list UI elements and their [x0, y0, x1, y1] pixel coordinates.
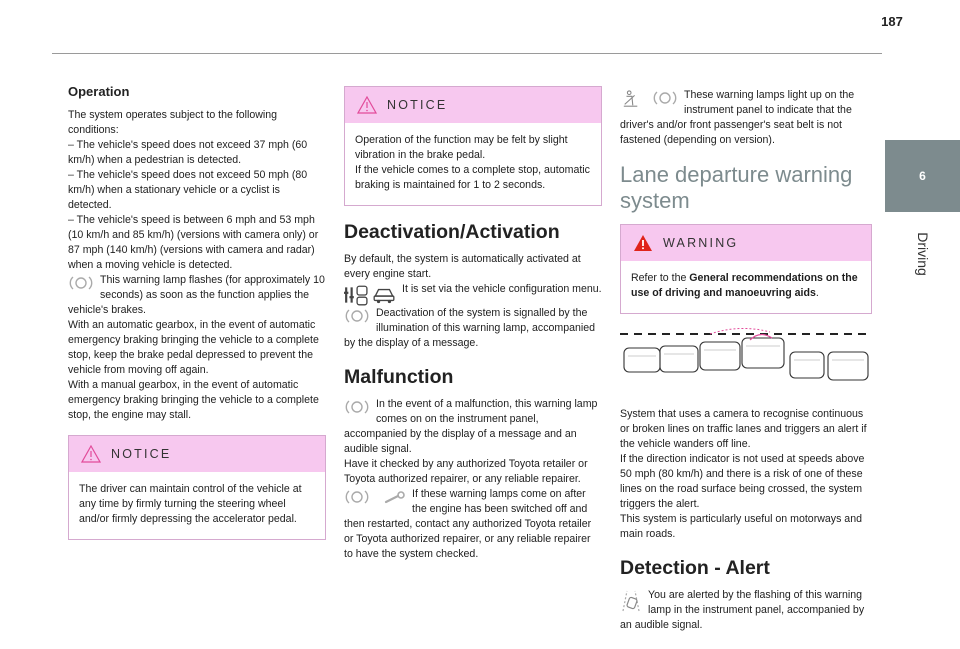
notice-box: [344, 86, 602, 206]
alert-paragraph: You are alerted by the flashing of this warning lamp in the instrument panel, accompanied by an audible signal.: [620, 589, 865, 631]
checked-text: Have it checked by any authorized Toyota retailer or Toyota authorized repairer, or any reliable repairer.: [344, 458, 588, 485]
deactivation-heading: Deactivation/Activation: [344, 221, 560, 243]
wrench-icon: [384, 489, 406, 507]
notice-triangle-icon: [81, 445, 101, 463]
operation-heading: Operation: [68, 84, 130, 99]
brake-ring-icon: [344, 399, 370, 415]
notice-box: [68, 435, 326, 540]
lamps-paragraph: If these warning lamps come on after the engine has been switched off and then restarted, contact any authorized Toyota retailer or Toyota authorized repairer, or any reliable repairer to have the system checked.: [344, 488, 592, 560]
chapter-label: [880, 214, 960, 294]
motorway-text: This system is particularly useful on motorways and main roads.: [620, 513, 862, 540]
warning-box: [620, 224, 872, 314]
lamp-paragraph: This warning lamp flashes (for approximately 10 seconds) as soon as the function applies the vehicle's brakes.: [68, 274, 325, 316]
config-menu-icon: [344, 284, 368, 306]
notice-line: If the vehicle comes to a complete stop, automatic braking is maintained for 1 to 2 seconds.: [355, 164, 590, 191]
brake-ring-icon: [344, 489, 370, 505]
operation-intro: The system operates subject to the following conditions:: [68, 109, 278, 136]
menu-paragraph: It is set via the vehicle configuration menu.: [344, 282, 602, 306]
notice-triangle-icon: [357, 96, 377, 114]
brake-ring-icon: [68, 275, 94, 291]
warning-text: Refer to the General recommendations on the use of driving and manoeuvring aids.: [631, 272, 858, 299]
lane-departure-heading: Lane departure warning system: [620, 162, 853, 213]
indicator-text: If the direction indicator is not used at speeds above 50 mph (80 km/h) and there is a risk of one of these lines on the road surface being crossed, the system triggers the alert.: [620, 453, 865, 510]
condition-item: – The vehicle's speed is between 6 mph and 53 mph (10 km/h and 85 km/h) (versions with camera only) or 87 mph (140 km/h) (versions with camera and radar) when a moving vehicle is detected.: [68, 214, 319, 271]
manual-gearbox-text: With a manual gearbox, in the event of automatic emergency braking bringing the vehicle to a complete stop, the engine may stall.: [68, 379, 319, 421]
chapter-title: Driving: [914, 232, 931, 276]
deactivation-paragraph: Deactivation of the system is signalled by the illumination of this warning lamp, accompanied by the display of a message.: [344, 307, 596, 349]
header-rule: [52, 53, 882, 54]
warning-triangle-icon: [633, 234, 653, 252]
notice-title: NOTICE: [387, 98, 448, 112]
page-number: 187: [881, 14, 903, 29]
chapter-tab[interactable]: 6: [885, 140, 960, 212]
seatbelt-paragraph: These warning lamps light up on the instrument panel to indicate that the driver's and/or front passenger's seat belt is not fastened (depending on version).: [620, 89, 855, 146]
lane-departure-icon: [620, 590, 642, 612]
notice-line: Operation of the function may be felt by slight vibration in the brake pedal.: [355, 134, 568, 161]
notice-title: NOTICE: [111, 447, 172, 461]
column-right: [620, 88, 872, 633]
brake-ring-icon: [344, 308, 370, 324]
seatbelt-icon: [620, 90, 642, 108]
column-left: [68, 84, 326, 540]
lane-departure-illustration: [620, 326, 872, 388]
default-text: By default, the system is automatically activated at every engine start.: [344, 253, 581, 280]
condition-item: – The vehicle's speed does not exceed 50 mph (80 km/h) when a stationary vehicle or a cyclist is detected.: [68, 169, 308, 211]
system-text: System that uses a camera to recognise continuous or broken lines on traffic lanes and triggers an alert if the vehicle wanders off line.: [620, 408, 867, 450]
detection-heading: Detection - Alert: [620, 557, 770, 579]
brake-ring-icon: [652, 90, 678, 106]
notice-text: The driver can maintain control of the vehicle at any time by firmly turning the steering wheel and/or firmly depressing the accelerator pedal.: [79, 483, 302, 525]
auto-gearbox-text: With an automatic gearbox, in the event of automatic emergency braking bringing the vehicle to a complete stop, keep the brake pedal depressed to prevent the vehicle from moving off again.: [68, 319, 319, 376]
malfunction-heading: Malfunction: [344, 366, 454, 388]
column-middle: [344, 86, 602, 562]
warning-link-text: General recommendations on the use of driving and manoeuvring aids: [631, 272, 858, 299]
condition-item: – The vehicle's speed does not exceed 37 mph (60 km/h) when a pedestrian is detected.: [68, 139, 308, 166]
malfunction-paragraph: In the event of a malfunction, this warning lamp comes on on the instrument panel, accompanied by the display of a message and an audible signal.: [344, 398, 598, 455]
car-settings-icon: [372, 284, 396, 306]
warning-title: WARNING: [663, 236, 739, 250]
